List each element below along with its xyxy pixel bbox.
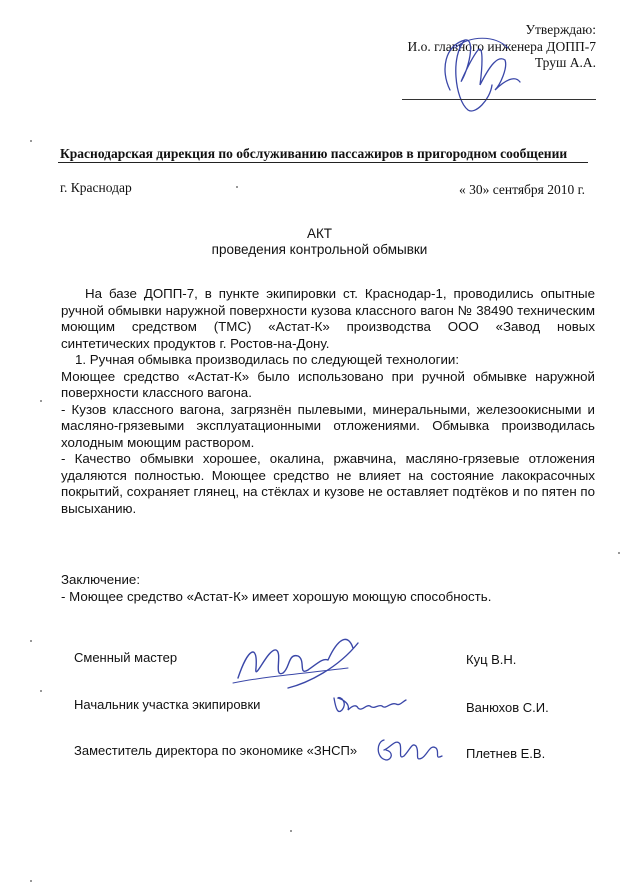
signature-name-3: Плетнев Е.В.: [466, 746, 546, 761]
intro-paragraph: На базе ДОПП-7, в пункте экипировки ст. Краснодар-1, проводились опытные ручной обмывки наружной поверхности кузова классного вагон № 38490 техническим моющим средством (ТМС) «Астат-К» производства ООО «Завод новых синтетических продуктов г. Ростов-на-Дону.: [61, 286, 595, 351]
approval-person: Труш А.А.: [534, 55, 596, 70]
scan-speck: [30, 640, 32, 642]
approval-position: И.о. главного инженера ДОПП-7: [407, 38, 596, 54]
scan-speck: [290, 830, 292, 832]
document-title: АКТ: [306, 226, 333, 241]
body-paragraph-2: - Кузов классного вагона, загрязнён пылевыми, минеральными, железоокисными и масляно-грязевыми эксплуатационными отложениями. Обмывка производилась холодным моющим раствором.: [61, 401, 595, 450]
body-paragraph-3: - Качество обмывки хорошее, окалина, ржавчина, масляно-грязевые отложения удаляются полностью. Моющее средство не влияет на состояние лакокрасочных покрытий, сохраняет глянец, на стёклах и кузове не оставляет подтёков и по пятен по высыханию.: [61, 451, 595, 516]
act-body: [61, 286, 595, 517]
conclusion-heading: Заключение:: [61, 572, 141, 587]
signature-name-1: Куц В.Н.: [466, 652, 517, 667]
scan-speck: [40, 690, 42, 692]
scan-speck: [236, 186, 238, 188]
technology-item: 1. Ручная обмывка производилась по следующей технологии:: [75, 352, 460, 367]
signature-name-2: Ванюхов С.И.: [466, 700, 549, 715]
conclusion-block: [61, 572, 491, 605]
approval-signature-line: [402, 99, 596, 100]
signature-3: [370, 730, 450, 770]
conclusion-text: - Моющее средство «Астат-К» имеет хорошую моющую способность.: [61, 588, 492, 604]
document-date: « 30» сентября 2010 г.: [458, 182, 585, 197]
signature-1: [228, 628, 368, 698]
approval-heading: Утверждаю:: [525, 22, 596, 37]
signature-role-1: Сменный мастер: [74, 650, 178, 665]
signature-role-3: Заместитель директора по экономике «ЗНСП»: [74, 743, 358, 758]
organization-underline: [58, 162, 588, 163]
scan-speck: [30, 880, 32, 882]
signature-2: [330, 690, 410, 720]
document-subtitle: проведения контрольной обмывки: [211, 242, 428, 257]
city: г. Краснодар: [60, 180, 132, 195]
organization-name: Краснодарская дирекция по обслуживанию пассажиров в пригородном сообщении: [60, 146, 568, 161]
scan-speck: [30, 140, 32, 142]
scan-speck: [618, 552, 620, 554]
scan-speck: [40, 400, 42, 402]
approval-signature: [420, 30, 530, 120]
signature-role-2: Начальник участка экипировки: [74, 697, 261, 712]
body-paragraph-1: Моющее средство «Астат-К» было использовано при ручной обмывке наружной поверхности классного вагона.: [61, 368, 595, 400]
